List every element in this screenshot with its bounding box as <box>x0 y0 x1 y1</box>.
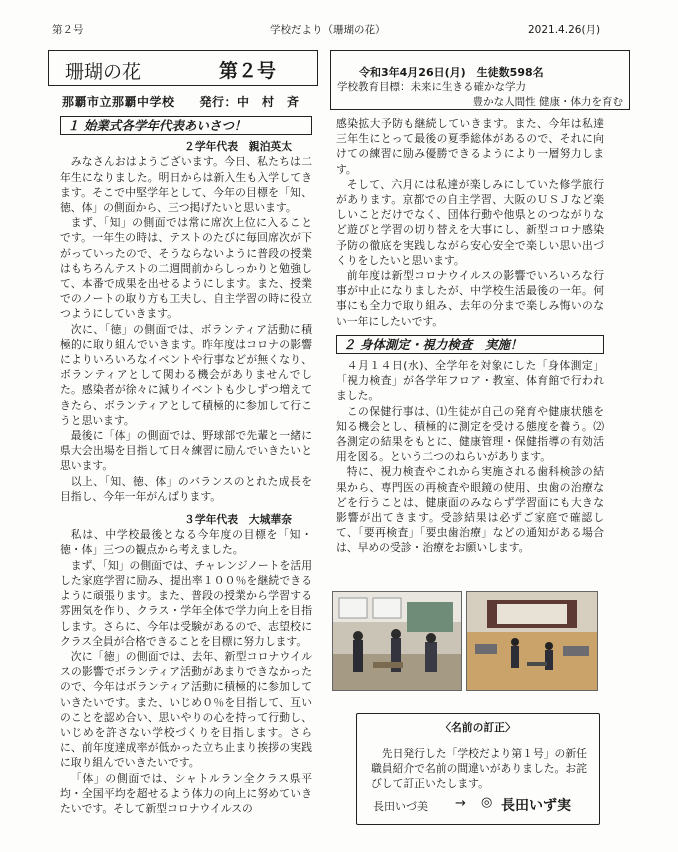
school-publisher: 那覇市立那覇中学校 発行：中 村 斉 <box>62 95 300 109</box>
issue-number: 第２号 <box>219 60 277 82</box>
arrow-icon: → <box>455 796 466 811</box>
notice-title: 〈名前の訂正〉 <box>440 721 516 734</box>
paragraph: 感染拡大予防も継続していきます。また、今年は私達三年生にとって最後の夏季総体があるので、それに向けての練習に励み優勝できるようにより一層努力します。 <box>336 117 604 176</box>
correct-name: 長田いず実 <box>501 798 571 814</box>
issue-small: 第２号 <box>52 24 84 36</box>
paragraph: ４月１４日(水)、全学年を対象にした「身体測定」「視力検査」が各学年フロア・教室、体育館で行われました。 <box>336 359 604 403</box>
paragraph: まず、「知」の側面では常に席次上位に入ることです。一年生の時は、テストのたびに毎回席次が下がっていったので、そうならないように普段の授業はもちろんテストの二週間前からしっかりと勉強して、本番で成果を出せるようにします。また、授業でのノートの取り方も工夫し、自主学習の時に役立つようにしていきます。 <box>60 216 312 321</box>
left-column <box>60 112 312 816</box>
paragraph: 前年度は新型コロナウイルスの影響でいろいろな行事が中止になりましたが、中学校生活最後の一年。何事にも全力で取り組み、去年の分まで楽しみ悔いのない一年にしたいです。 <box>336 269 604 328</box>
paragraph: 私は、中学校最後となる今年度の目標を「知・徳・体」三つの観点から考えました。 <box>60 528 312 557</box>
paragraph: 「体」の側面では、シャトルラン全クラス県平均・全国平均を超せるよう体力の向上に努めていきたいです。そして新型コロナウイルスの <box>60 771 312 815</box>
notice-body: 先日発行した「学校だより第１号」の新任職員紹介で名前の間違いがありました。お詫びして訂正いたします。 <box>371 747 587 790</box>
classroom-photo <box>332 591 462 691</box>
wrong-name: 長田いづ美 <box>373 800 428 813</box>
paragraph: 特に、視力検査やこれから実施される歯科検診の結果から、専門医の再検査や眼鏡の使用、虫歯の治療などを行うことは、健康面のみならず学習面にも大きな影響が出てきます。受診結果は必ずご家庭で確認して、「要再検査」「要虫歯治療」などの通知がある場合は、早めの受診・治療をお願いします。 <box>336 465 604 555</box>
paragraph: この保健行事は、⑴生徒が自己の発育や健康状態を知る機会とし、積極的に測定を受ける態度を養う。⑵各測定の結果をもとに、健康管理・保健指導の有効活用を図る。という二つのねらいがあります。 <box>336 404 604 464</box>
info-box <box>330 50 630 110</box>
date-students: 令和3年4月26日(月) 生徒数598名 <box>359 66 544 79</box>
paragraph: 以上、「知、徳、体」のバランスのとれた成長を目指し、今年一年がんばります。 <box>60 474 312 503</box>
name-correction-notice <box>356 713 600 825</box>
paragraph: 次に、「徳」の側面では、ボランティア活動に積極的に取り組んでいきます。昨年度はコロナの影響によりいろいろなイベントや行事などが無くなり、ボランティアとして関わる機会がありませんでした。感染者が徐々に減りイベントも少しずつ増えてきたら、ボランティアとして積極的に参加して行こうと思います。 <box>60 322 312 427</box>
section-1-title: １ 始業式各学年代表あいさつ！ <box>60 116 312 135</box>
header-title: 学校だより（珊瑚の花） <box>270 24 386 36</box>
masthead-box <box>48 50 318 86</box>
paragraph: そして、六月には私達が楽しみにしていた修学旅行があります。京都での自主学習、大阪のＵＳＪなど楽しいことだけでなく、団体行動や他県とのつながりなど遊びと学習の切り替えを大事にし、新型コロナ感染予防の徹底を実践しながら安心安全で楽しい思い出づくりをしたいと思います。 <box>336 177 604 267</box>
double-circle-icon: ◎ <box>481 795 493 810</box>
section-2-title: ２ 身体測定・視力検査 実施！ <box>336 335 604 354</box>
goal-line-1: 学校教育目標：未来に生きる確かな学力 <box>337 81 526 93</box>
header-date: 2021.4.26(月) <box>528 24 601 36</box>
gymnasium-photo <box>466 591 598 691</box>
speaker-2: ３学年代表 大城華奈 <box>184 513 292 527</box>
paragraph: みなさんおはようございます。今日、私たちは二年生になりました。明日からは新入生も入学してきます。そこで中堅学年として、今年の目標を「知、徳、体」の側面から、三つ掲げたいと思います。 <box>60 155 312 215</box>
newsletter-name: 珊瑚の花 <box>65 61 142 83</box>
speaker-1: ２学年代表 親泊英太 <box>184 140 292 154</box>
paragraph: 次に「徳」の側面では、去年、新型コロナウイルスの影響でボランティア活動があまりできなかったので、今年はボランティア活動に積極的に参加していきたいです。また、いじめ０％を目指して、互いのことを認め合い、思いやりの心を持って行動し、いじめを許さない学校づくりを目指します。さらに、前年度達成率が低かった立ち止まり挨拶の実践に取り組んでいきたいです。 <box>60 649 312 770</box>
paragraph: まず、「知」の側面では、チャレンジノートを活用した家庭学習に励み、提出率１００％を継続できるように頑張ります。また、普段の授業から学習する雰囲気を作り、クラス・学年全体で学力向上を目指します。さらに、今年は受験があるので、志望校にクラス全員が合格できることを目標に努力します。 <box>60 558 312 648</box>
right-column <box>336 116 604 556</box>
goal-line-2: 豊かな人間性 健康・体力を育む <box>472 96 623 108</box>
paragraph: 最後に「体」の側面では、野球部で先輩と一緒に県大会出場を目指して日々練習に励んでいきたいと思います。 <box>60 429 312 473</box>
